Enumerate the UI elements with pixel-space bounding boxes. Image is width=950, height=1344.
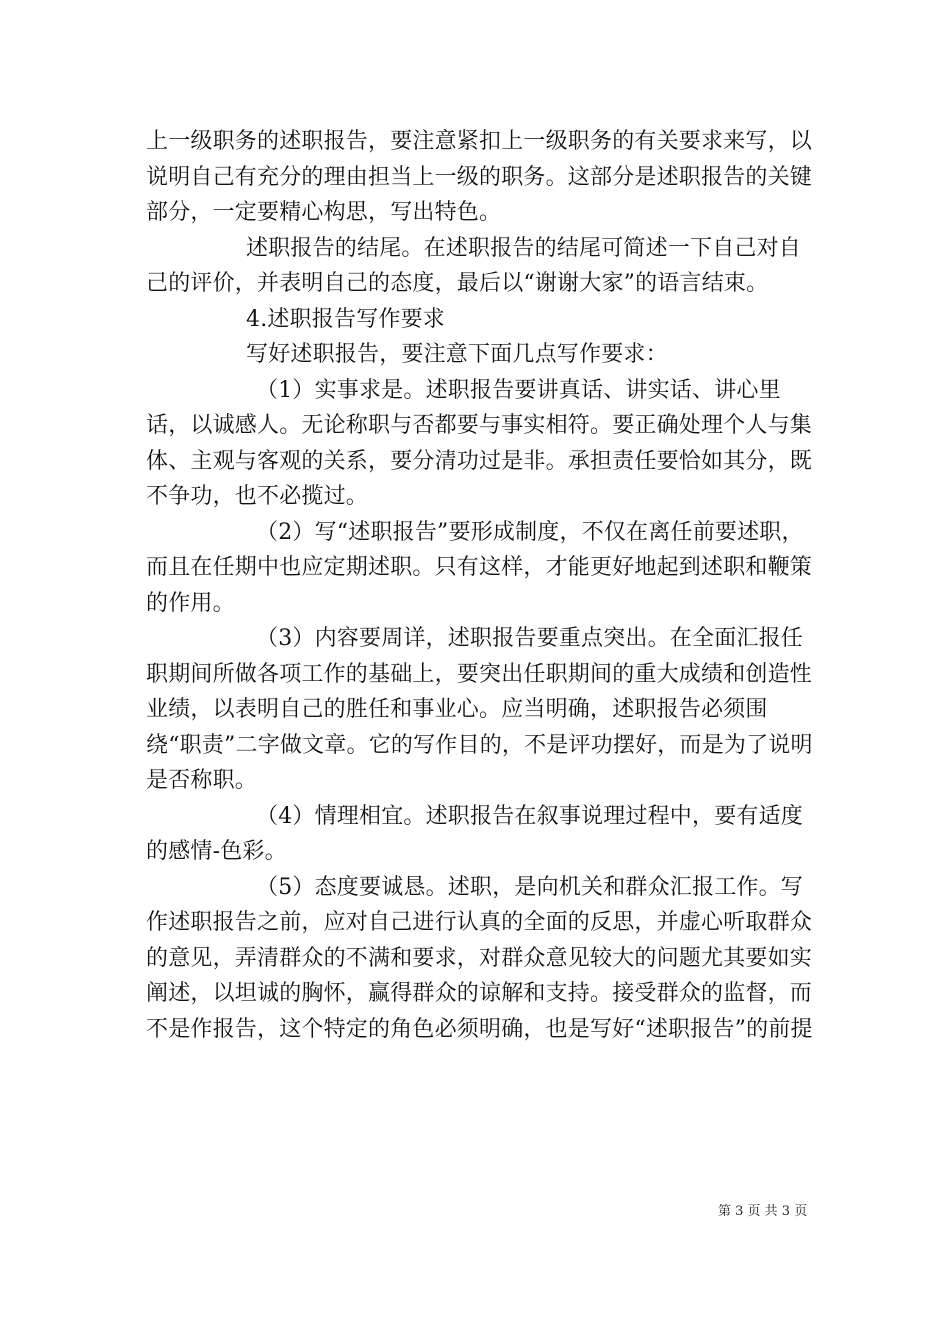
paragraph-item-4: （4）情理相宜。述职报告在叙事说理过程中，要有适度的感情-色彩。 [146,803,803,864]
page-number: 第 3 页 共 3 页 [718,1204,808,1219]
paragraph-ending: 述职报告的结尾。在述职报告的结尾可简述一下自己对自己的评价，并表明自己的态度，最后以“谢谢大家”的语言结束。 [146,235,802,296]
paragraph-continuation: 上一级职务的述职报告，要注意紧扣上一级职务的有关要求来写，以说明自己有充分的理由担当上一级的职务。这部分是述职报告的关键部分，一定要精心构思，写出特色。 [146,129,813,225]
paragraph-item-1: （1）实事求是。述职报告要讲真话、讲实话、讲心里话，以诚感人。无论称职与否都要与事实相符。要正确处理个人与集体、主观与客观的关系，要分清功过是非。承担责任要恰如其分，既不争功，也不必揽过。 [146,377,813,509]
paragraph-intro: 写好述职报告，要注意下面几点写作要求： [246,342,668,367]
paragraph-item-5: （5）态度要诚恳。述职，是向机关和群众汇报工作。写作述职报告之前，应对自己进行认真的全面的反思，并虚心听取群众的意见，弄清群众的不满和要求，对群众意见较大的问题尤其要如实阐述，以坦诚的胸怀，赢得群众的谅解和支持。接受群众的监督，而不是作报告，这个特定的角色必须明确，也是写好“述职报告”的前提 [146,874,813,1042]
paragraph-item-3: （3）内容要周详，述职报告要重点突出。在全面汇报任职期间所做各项工作的基础上，要突出任职期间的重大成绩和创造性业绩，以表明自己的胜任和事业心。应当明确，述职报告必须围绕“职责”二字做文章。它的写作目的，不是评功摆好，而是为了说明是否称职。 [146,626,813,793]
document-body [146,124,818,1047]
section-heading: 4.述职报告写作要求 [246,306,445,332]
paragraph-item-2: （2）写“述职报告”要形成制度，不仅在离任前要述职，而且在任期中也应定期述职。只有这样，才能更好地起到述职和鞭策的作用。 [146,519,813,616]
